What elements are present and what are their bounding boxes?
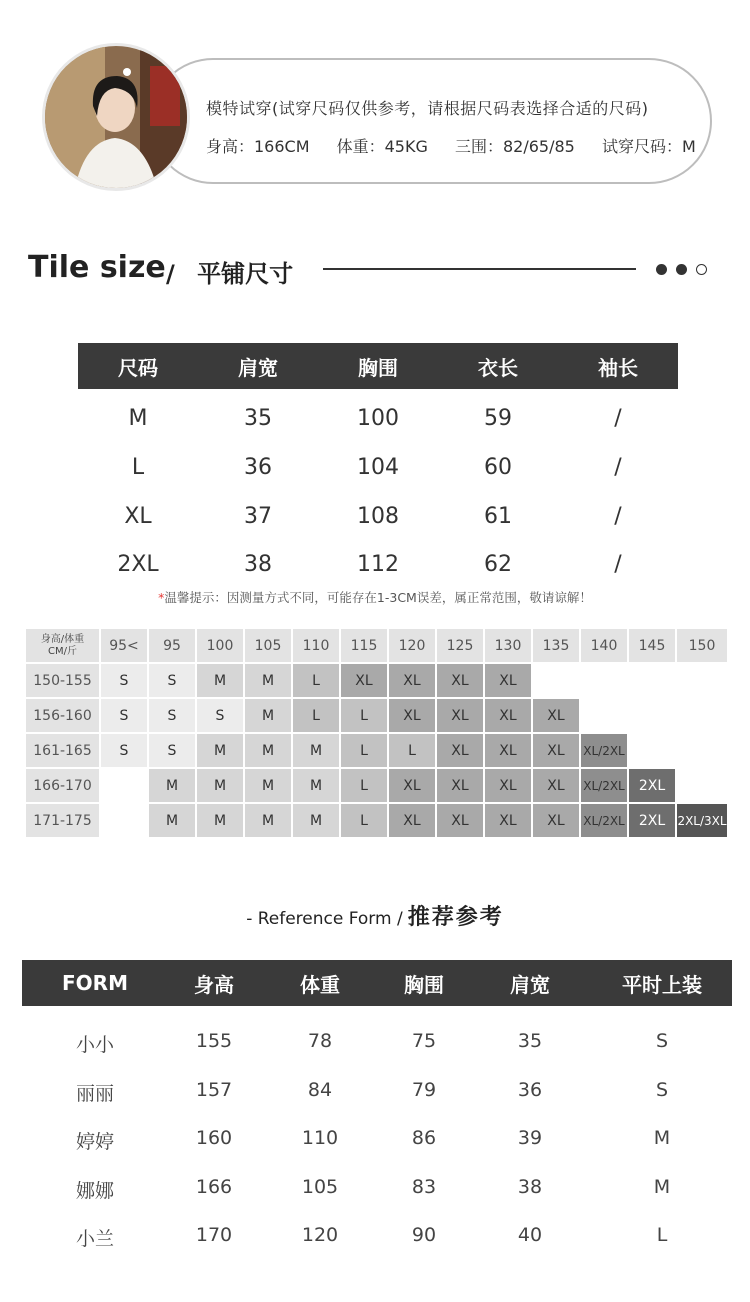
cell: 166 [195, 1176, 233, 1198]
cell: 78 [307, 1030, 333, 1052]
size-cell: XL [437, 769, 483, 802]
tile-size-title: Tile size [28, 250, 166, 285]
size-cell-empty [581, 699, 627, 732]
cell: 84 [307, 1079, 333, 1101]
model-stats [206, 134, 718, 157]
header-cell: 胸围 [404, 972, 444, 997]
weight-header: 150 [677, 629, 727, 662]
reference-title-cn: 推荐参考 [407, 905, 504, 930]
tip-star: * [158, 590, 165, 605]
size-cell: M [149, 804, 195, 837]
header-cell: 身高 [194, 972, 234, 997]
size-cell-empty [629, 699, 675, 732]
size-cell: S [101, 664, 147, 697]
cell: 79 [411, 1079, 437, 1101]
size-cell: XL [485, 734, 531, 767]
cell: 35 [517, 1030, 543, 1052]
size-cell-empty [677, 699, 727, 732]
weight-header: 145 [629, 629, 675, 662]
corner-unit: CM/斤 [48, 645, 77, 657]
dot-icon [676, 264, 687, 275]
reference-title-en: - Reference Form / [246, 909, 403, 929]
cell: 112 [357, 552, 399, 577]
weight-header: 95< [101, 629, 147, 662]
cell: 60 [484, 455, 512, 480]
size-table-row [78, 455, 678, 480]
cell: 90 [411, 1224, 437, 1246]
size-cell: XL [485, 769, 531, 802]
size-cell: XL/2XL [581, 769, 627, 802]
size-cell: M [245, 769, 291, 802]
header-cell: FORM [62, 971, 128, 995]
grid-header-row [26, 629, 727, 662]
weight-header: 100 [197, 629, 243, 662]
cell: / [614, 406, 622, 431]
cell: M [653, 1176, 671, 1198]
size-cell: M [197, 664, 243, 697]
dot-icon [656, 264, 667, 275]
size-cell: M [197, 734, 243, 767]
size-cell: XL [437, 804, 483, 837]
model-size: 试穿尺码：M [601, 137, 696, 156]
height-header: 156-160 [26, 699, 99, 732]
cell: 75 [411, 1030, 437, 1052]
cell: 120 [301, 1224, 339, 1246]
cell: 170 [195, 1224, 233, 1246]
reference-row [22, 1079, 732, 1106]
size-cell-empty [677, 734, 727, 767]
cell: 37 [244, 504, 272, 529]
size-cell: M [293, 769, 339, 802]
cell: 娜娜 [75, 1180, 114, 1202]
size-cell: XL [389, 804, 435, 837]
grid-row [26, 804, 727, 837]
size-table-row [78, 504, 678, 529]
tip-text: 温馨提示：因测量方式不同，可能存在1-3CM误差，属正常范围，敬请谅解！ [164, 590, 592, 605]
header-cell: 衣长 [478, 355, 518, 380]
header-cell: 肩宽 [238, 355, 278, 380]
header-cell: 胸围 [358, 355, 398, 380]
size-cell-empty [677, 664, 727, 697]
weight-header: 130 [485, 629, 531, 662]
header-cell: 肩宽 [510, 972, 550, 997]
size-cell: 2XL [629, 769, 675, 802]
size-cell: XL [341, 664, 387, 697]
corner-label: 身高/体重 [40, 633, 85, 645]
header-cell: 体重 [300, 972, 340, 997]
cell: 36 [244, 455, 272, 480]
title-slash: / [166, 260, 175, 288]
size-cell: XL/2XL [581, 734, 627, 767]
cell: L [656, 1224, 668, 1246]
size-cell: S [149, 734, 195, 767]
cell: 155 [195, 1030, 233, 1052]
size-cell: S [149, 699, 195, 732]
header-cell: 袖长 [598, 355, 638, 380]
tile-size-subtitle [166, 254, 293, 289]
model-portrait-image [45, 46, 187, 188]
cell: 38 [517, 1176, 543, 1198]
size-cell-empty [533, 664, 579, 697]
weight-header: 105 [245, 629, 291, 662]
weight-header: 110 [293, 629, 339, 662]
size-cell-empty [101, 804, 147, 837]
cell: / [614, 552, 622, 577]
height-header: 161-165 [26, 734, 99, 767]
weight-header: 125 [437, 629, 483, 662]
size-cell: M [245, 734, 291, 767]
size-cell: XL [533, 769, 579, 802]
cell: 110 [301, 1127, 339, 1149]
size-cell: XL [389, 699, 435, 732]
cell: 100 [357, 406, 399, 431]
size-cell: XL [533, 734, 579, 767]
size-cell: M [245, 804, 291, 837]
cell: 61 [484, 504, 512, 529]
size-cell-empty [629, 664, 675, 697]
model-weight: 体重：45KG [336, 137, 428, 156]
size-cell: L [341, 769, 387, 802]
size-cell: M [293, 804, 339, 837]
height-header: 166-170 [26, 769, 99, 802]
size-cell: M [245, 699, 291, 732]
size-cell: L [293, 664, 339, 697]
size-cell: M [197, 769, 243, 802]
weight-header: 140 [581, 629, 627, 662]
size-cell: S [197, 699, 243, 732]
size-cell: XL [389, 664, 435, 697]
size-table-header [78, 343, 678, 389]
model-info-card [150, 58, 712, 184]
cell: 108 [357, 504, 399, 529]
cell: S [655, 1030, 669, 1052]
size-cell: L [341, 804, 387, 837]
size-cell: 2XL/3XL [677, 804, 727, 837]
cell: 157 [195, 1079, 233, 1101]
cell: 38 [244, 552, 272, 577]
dot-outline-icon [696, 264, 707, 275]
size-cell: L [341, 734, 387, 767]
header-cell: 平时上装 [622, 972, 702, 997]
model-measurements: 三围：82/65/85 [454, 137, 575, 156]
size-recommendation-grid [24, 627, 729, 839]
weight-header: 120 [389, 629, 435, 662]
weight-header: 115 [341, 629, 387, 662]
cell: 39 [517, 1127, 543, 1149]
size-cell: M [245, 664, 291, 697]
size-cell: XL [485, 699, 531, 732]
grid-row [26, 769, 727, 802]
size-cell: XL [485, 664, 531, 697]
weight-header: 135 [533, 629, 579, 662]
cell: 160 [195, 1127, 233, 1149]
reference-row [22, 1176, 732, 1203]
size-cell: XL [389, 769, 435, 802]
size-cell: XL/2XL [581, 804, 627, 837]
size-cell: S [149, 664, 195, 697]
cell: 86 [411, 1127, 437, 1149]
size-cell: S [101, 699, 147, 732]
cell: M [128, 406, 148, 431]
cell: 丽丽 [75, 1083, 114, 1105]
cell: 83 [411, 1176, 437, 1198]
size-cell: 2XL [629, 804, 675, 837]
cell: L [131, 455, 145, 480]
cell: 婷婷 [75, 1131, 114, 1153]
size-cell-empty [581, 664, 627, 697]
cell: 105 [301, 1176, 339, 1198]
model-height: 身高：166CM [206, 137, 310, 156]
size-cell: XL [437, 699, 483, 732]
size-cell: L [341, 699, 387, 732]
cell: 40 [517, 1224, 543, 1246]
grid-corner [26, 629, 99, 662]
size-table-row [78, 406, 678, 431]
reference-row [22, 1224, 732, 1251]
size-cell: L [389, 734, 435, 767]
cell: S [655, 1079, 669, 1101]
cell: 小小 [75, 1034, 114, 1056]
model-photo [45, 46, 187, 188]
model-note: 模特试穿(试穿尺码仅供参考，请根据尺码表选择合适的尺码) [206, 99, 649, 118]
size-cell-empty [629, 734, 675, 767]
title-divider [323, 268, 636, 270]
size-cell: XL [485, 804, 531, 837]
cell: 59 [484, 406, 512, 431]
cell: 104 [357, 455, 399, 480]
cell: XL [124, 504, 152, 529]
grid-row [26, 664, 727, 697]
size-cell: XL [437, 734, 483, 767]
size-cell: XL [533, 804, 579, 837]
cell: M [653, 1127, 671, 1149]
cell: / [614, 455, 622, 480]
reference-table-header [22, 960, 732, 1006]
height-header: 150-155 [26, 664, 99, 697]
reference-title [0, 900, 750, 931]
size-cell: M [197, 804, 243, 837]
size-cell: XL [437, 664, 483, 697]
grid-row [26, 734, 727, 767]
size-cell-empty [101, 769, 147, 802]
size-cell: S [101, 734, 147, 767]
cell: 小兰 [75, 1228, 114, 1250]
reference-row [22, 1030, 732, 1057]
size-cell: XL [533, 699, 579, 732]
height-header: 171-175 [26, 804, 99, 837]
size-cell: L [293, 699, 339, 732]
size-cell: M [293, 734, 339, 767]
cell: 2XL [117, 552, 159, 577]
header-cell: 尺码 [118, 355, 158, 380]
size-cell: M [149, 769, 195, 802]
cell: / [614, 504, 622, 529]
grid-row [26, 699, 727, 732]
reference-row [22, 1127, 732, 1154]
measurement-tip [0, 588, 750, 606]
size-cell-empty [677, 769, 727, 802]
cell: 36 [517, 1079, 543, 1101]
cell: 35 [244, 406, 272, 431]
size-table-row [78, 552, 678, 577]
tile-size-cn: 平铺尺寸 [197, 260, 294, 288]
weight-header: 95 [149, 629, 195, 662]
cell: 62 [484, 552, 512, 577]
